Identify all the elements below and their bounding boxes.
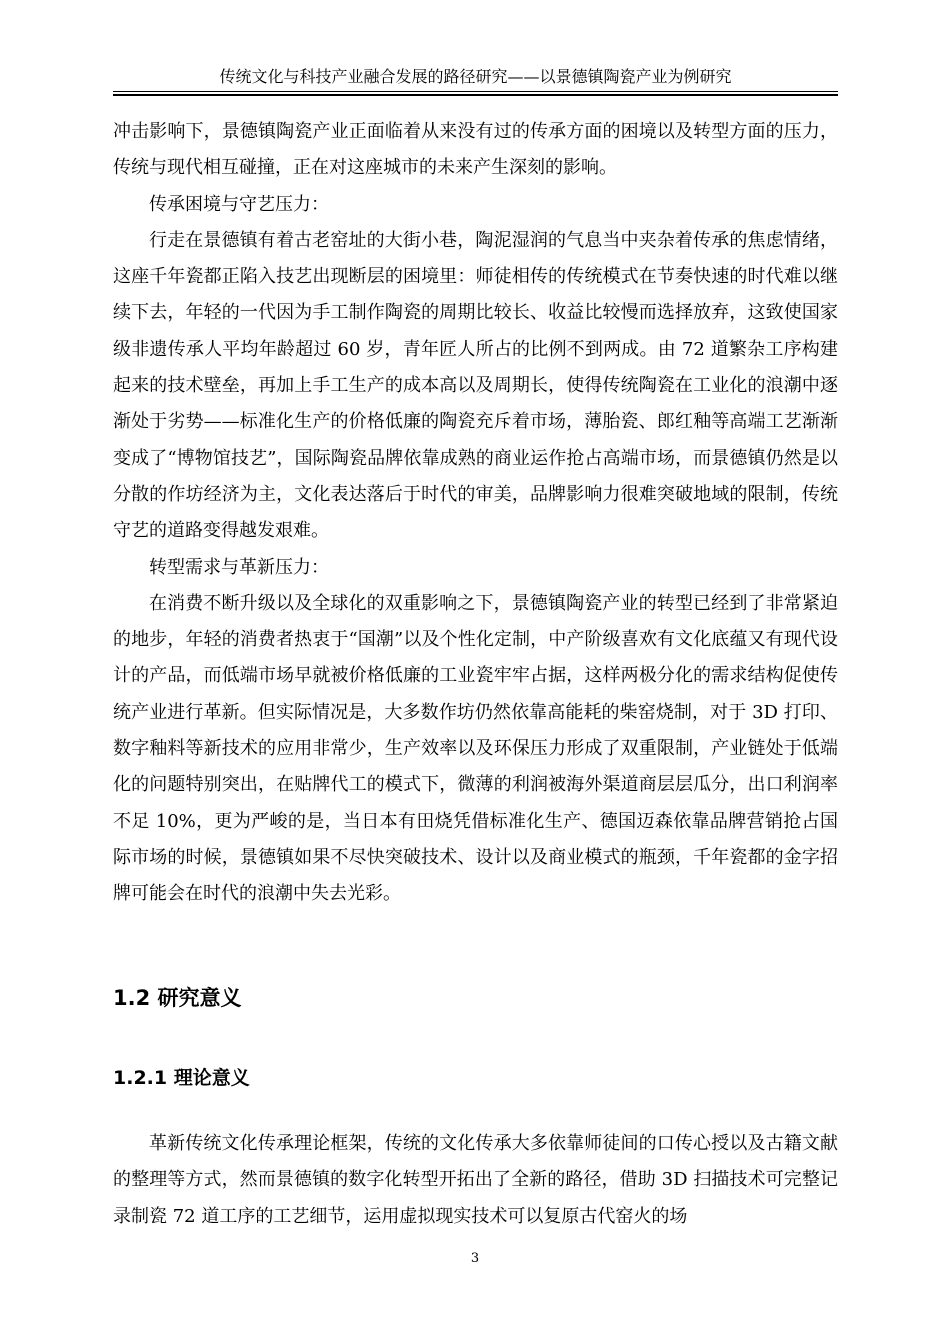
paragraph-inheritance: 行走在景德镇有着古老窑址的大街小巷，陶泥湿润的气息当中夹杂着传承的焦虑情绪，这座千年瓷都正陷入技艺出现断层的困境里：师徒相传的传统模式在节奏快速的时代难以继续下去，年轻的一代因为手工制作陶瓷的周期比较长、收益比较慢而选择放弃，这致使国家级非遗传承人平均年龄超过 60 岁，青年匠人所占的比例不到两成。由 72 道繁杂工序构建起来的技术壁垒，再加上手工生产的成本高以及周期长，使得传统陶瓷在工业化的浪潮中逐渐处于劣势——标准化生产的价格低廉的陶瓷充斥着市场，薄胎瓷、郎红釉等高端工艺渐渐变成了“博物馆技艺”，国际陶瓷品牌依靠成熟的商业运作抢占高端市场，而景德镇仍然是以分散的作坊经济为主，文化表达落后于时代的审美，品牌影响力很难突破地域的限制，传统守艺的道路变得越发艰难。 — [113, 229, 838, 542]
paragraph-theory: 革新传统文化传承理论框架，传统的文化传承大多依靠师徒间的口传心授以及古籍文献的整理等方式，然而景德镇的数字化转型开拓出了全新的路径，借助 3D 扫描技术可完整记录制瓷 72 道工序的工艺细节，运用虚拟现实技术可以复原古代窑火的场 — [113, 1133, 838, 1227]
header-rule-thick — [113, 94, 838, 96]
section-heading-research-significance: 1.2 研究意义 — [113, 986, 242, 1010]
paragraph-transformation: 在消费不断升级以及全球化的双重影响之下，景德镇陶瓷产业的转型已经到了非常紧迫的地步，年轻的消费者热衷于“国潮”以及个性化定制，中产阶级喜欢有文化底蕴又有现代设计的产品，而低端市场早就被价格低廉的工业瓷牢牢占据，这样两极分化的需求结构促使传统产业进行革新。但实际情况是，大多数作坊仍然依靠高能耗的柴窑烧制，对于 3D 打印、数字釉料等新技术的应用非常少，生产效率以及环保压力形成了双重限制，产业链处于低端化的问题特别突出，在贴牌代工的模式下，微薄的利润被海外渠道商层层瓜分，出口利润率不足 10%，更为严峻的是，当日本有田烧凭借标准化生产、德国迈森依靠品牌营销抢占国际市场的时候，景德镇如果不尽快突破技术、设计以及商业模式的瓶颈，千年瓷都的金字招牌可能会在时代的浪潮中失去光彩。 — [113, 592, 838, 905]
subsection-heading-theoretical-significance: 1.2.1 理论意义 — [113, 1067, 250, 1089]
running-header: 传统文化与科技产业融合发展的路径研究——以景德镇陶瓷产业为例研究 — [219, 67, 732, 86]
subheading-inheritance-dilemma: 传承困境与守艺压力： — [149, 193, 329, 215]
paragraph-continuation: 冲击影响下，景德镇陶瓷产业正面临着从来没有过的传承方面的困境以及转型方面的压力，传统与现代相互碰撞，正在对这座城市的未来产生深刻的影响。 — [113, 121, 838, 179]
subheading-transformation-demand: 转型需求与革新压力： — [149, 556, 329, 578]
body-text — [113, 114, 838, 913]
page-number: 3 — [470, 1251, 480, 1266]
header-rule-thin — [113, 91, 838, 92]
body-text-section — [113, 1126, 838, 1235]
